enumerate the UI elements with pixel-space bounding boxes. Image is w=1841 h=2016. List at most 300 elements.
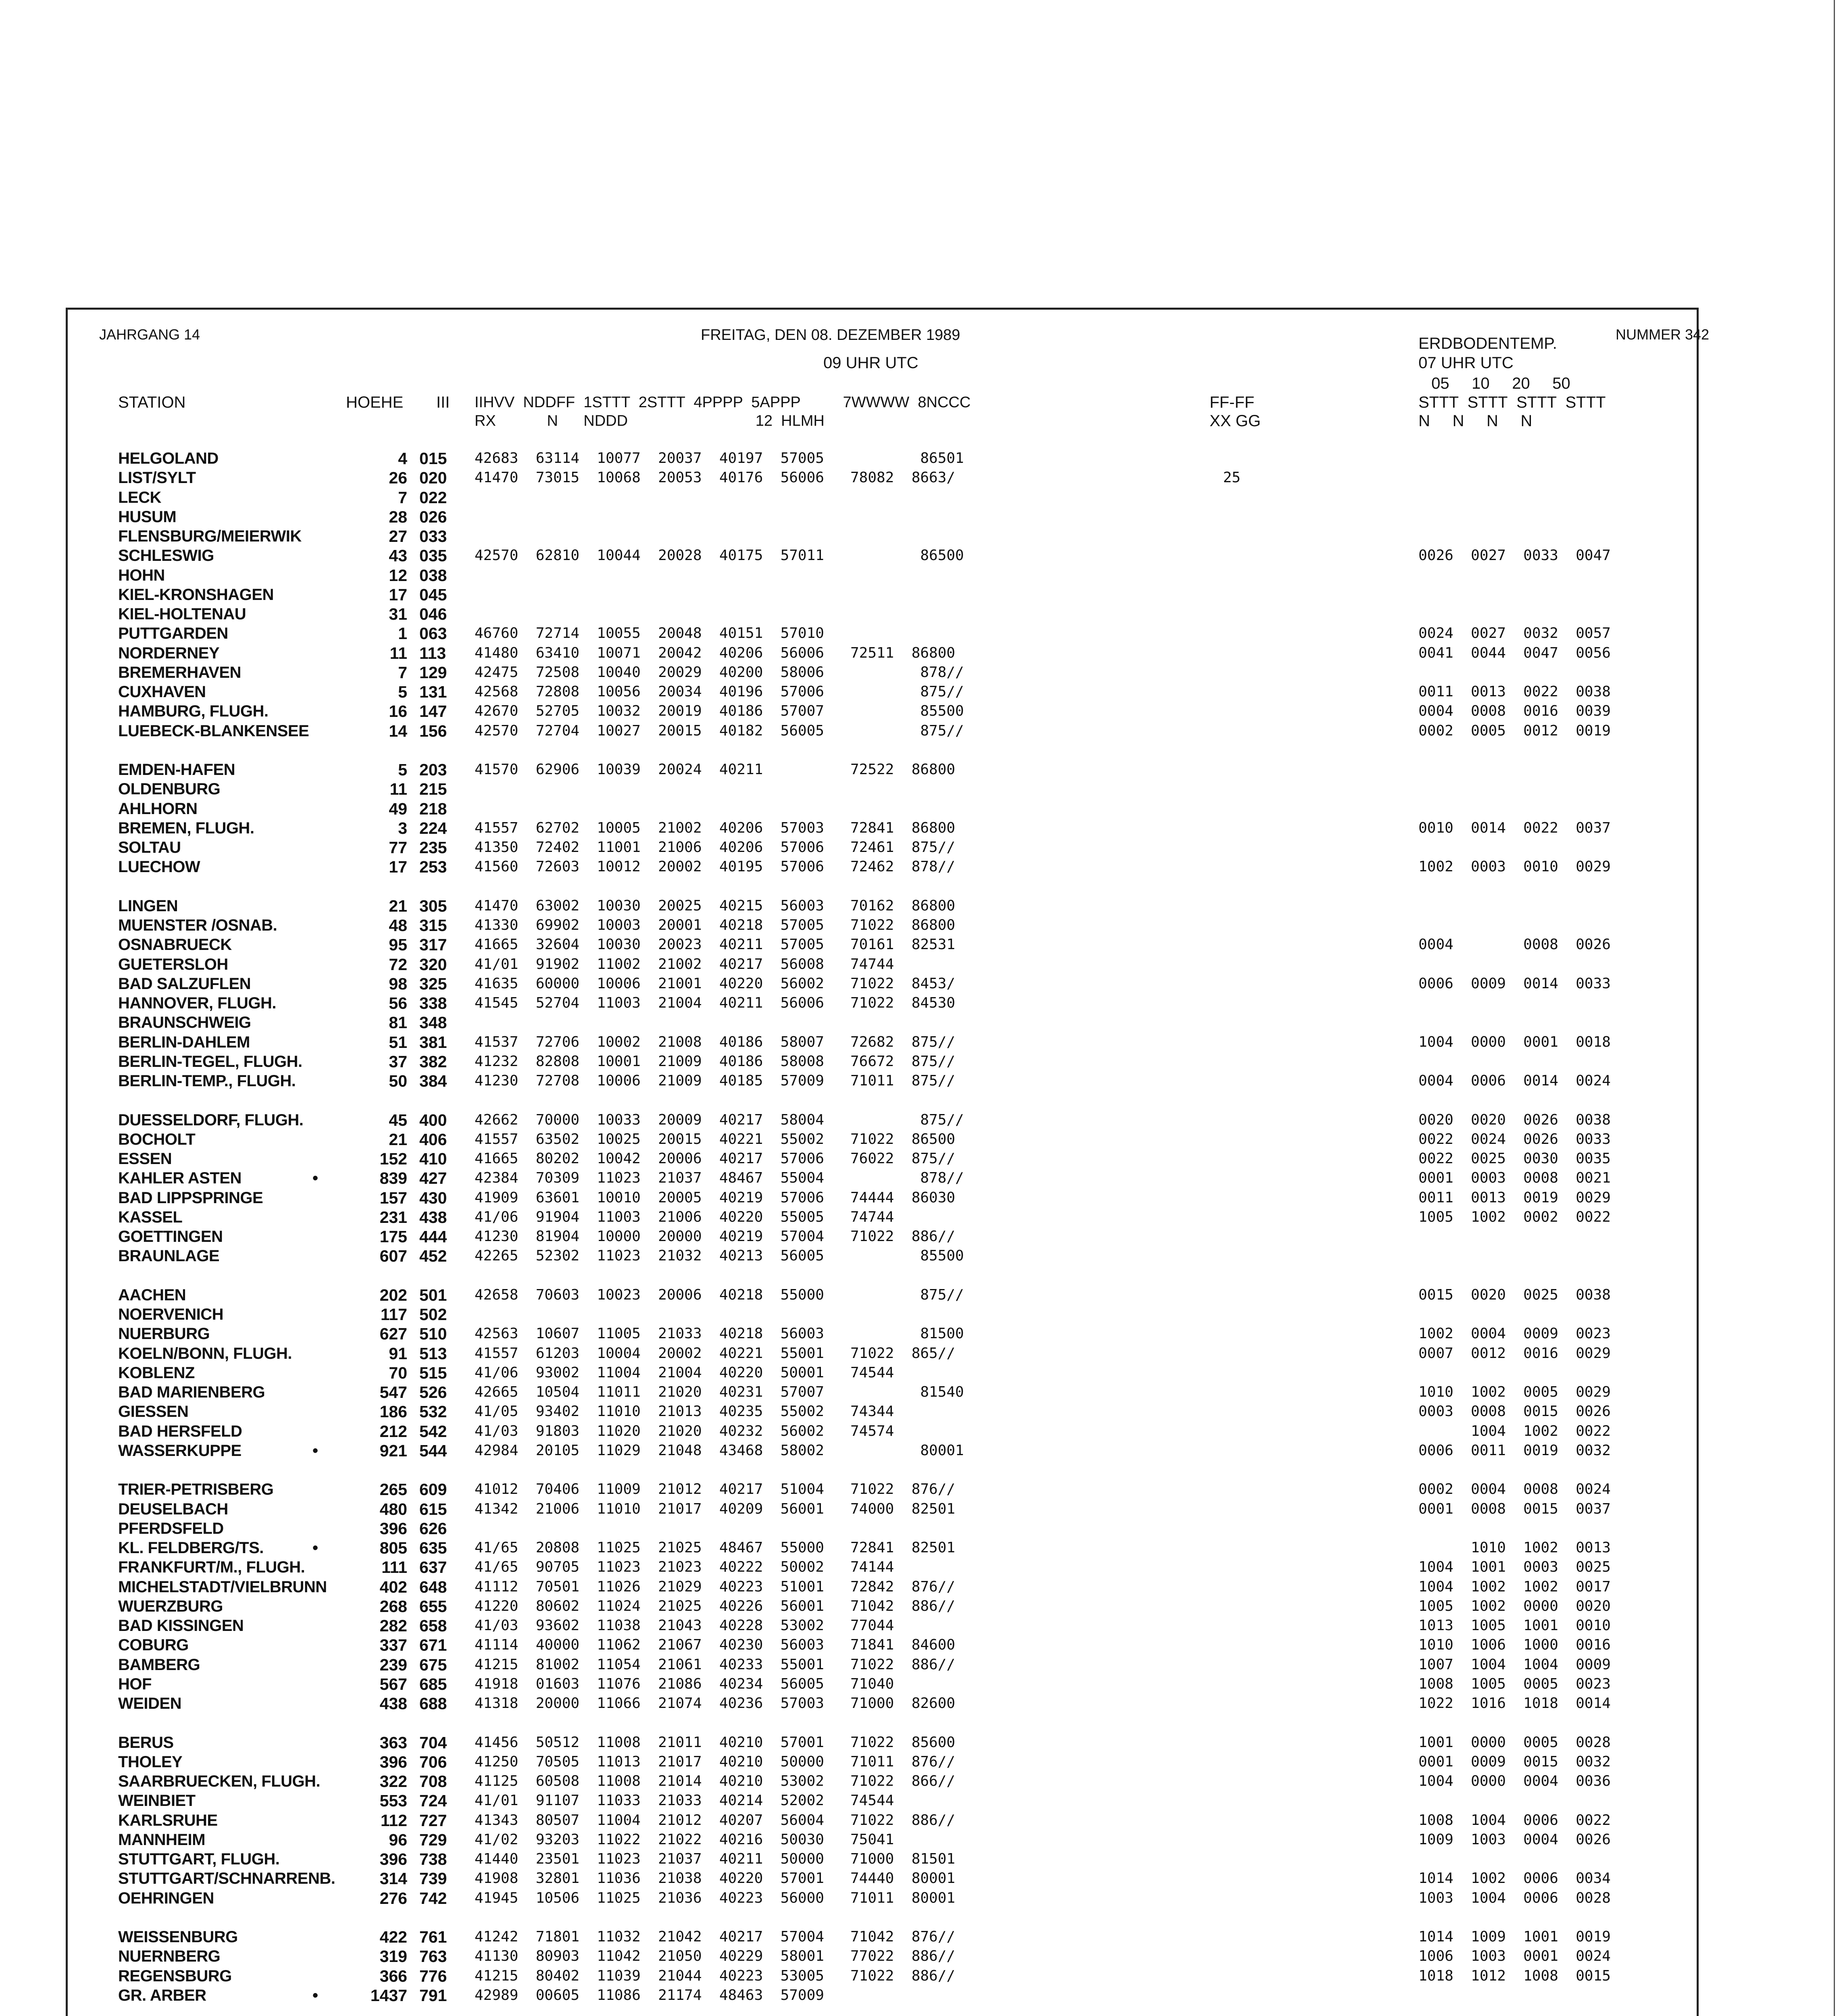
iii-value: 515 bbox=[419, 1363, 447, 1382]
synop-codes bbox=[475, 1713, 964, 1733]
synop-codes: 41440 23501 11023 21037 40211 50000 71000 81501 bbox=[475, 1851, 956, 1867]
soil-temps bbox=[1418, 663, 1611, 682]
synop-codes: 41232 82808 10001 21009 40186 58008 76672 875// bbox=[475, 1053, 956, 1070]
station-name: GR. ARBER bbox=[118, 1986, 206, 2004]
ff-value bbox=[1206, 1519, 1249, 1538]
iii-value: 020 bbox=[419, 469, 447, 487]
iii-value: 776 bbox=[419, 1966, 447, 1985]
station-name: BAD KISSINGEN bbox=[118, 1617, 244, 1635]
mountain-mark: • bbox=[312, 1169, 319, 1187]
iii-value bbox=[419, 741, 447, 760]
mountain-mark bbox=[312, 1597, 318, 1616]
soil-temps: 0003 0008 0015 0026 bbox=[1418, 1403, 1611, 1420]
hoehe-value: 17 bbox=[389, 858, 407, 877]
station-name: LECK bbox=[118, 488, 161, 506]
ff-value bbox=[1206, 1363, 1249, 1383]
synop-codes bbox=[475, 604, 964, 624]
station-name: NORDERNEY bbox=[118, 644, 220, 662]
page-edge-line bbox=[1834, 0, 1835, 2016]
hoehe-value: 70 bbox=[389, 1363, 407, 1382]
station-name: KASSEL bbox=[118, 1208, 183, 1226]
iii-value: 203 bbox=[419, 760, 447, 779]
synop-codes: 41230 81904 10000 20000 40219 57004 71022 886// bbox=[475, 1228, 956, 1245]
synop-codes bbox=[475, 488, 964, 507]
iii-value: 035 bbox=[419, 546, 447, 565]
ff-value bbox=[1206, 1305, 1249, 1324]
mountain-mark bbox=[312, 507, 318, 527]
soil-temps: 0026 0027 0033 0047 bbox=[1418, 547, 1611, 564]
mountain-mark bbox=[312, 1519, 318, 1538]
synop-codes: 41130 80903 11042 21050 40229 58001 77022 886// bbox=[475, 1948, 956, 1965]
hoehe-value: 7 bbox=[398, 488, 407, 507]
mountain-mark bbox=[312, 1383, 318, 1402]
ff-value bbox=[1206, 799, 1249, 818]
soil-temps bbox=[1418, 468, 1611, 487]
iii-value: 763 bbox=[419, 1947, 447, 1966]
ff-value bbox=[1206, 993, 1249, 1013]
synop-codes: 41343 80507 11004 21012 40207 56004 71022 886// bbox=[475, 1812, 956, 1829]
ff-value bbox=[1206, 1246, 1249, 1266]
mountain-mark bbox=[312, 1811, 318, 1830]
ff-value bbox=[1206, 1986, 1249, 2005]
soil-temps bbox=[1418, 1986, 1611, 2005]
ff-value bbox=[1206, 1266, 1249, 1285]
iii-value: 502 bbox=[419, 1305, 447, 1324]
hoehe-value: 77 bbox=[389, 838, 407, 857]
synop-codes: 41470 73015 10068 20053 40176 56006 78082 8663/ bbox=[475, 469, 956, 486]
station-name: LINGEN bbox=[118, 897, 178, 915]
mountain-mark bbox=[312, 896, 318, 916]
station-name: BAD MARIENBERG bbox=[118, 1383, 265, 1401]
ff-value bbox=[1206, 1733, 1249, 1752]
hoehe-value: 1437 bbox=[370, 1986, 407, 2005]
synop-codes: 42568 72808 10056 20034 40196 57006 875// bbox=[475, 683, 964, 700]
mountain-mark bbox=[312, 449, 318, 468]
synop-codes: 41215 80402 11039 21044 40223 53005 71022 886// bbox=[475, 1967, 956, 1984]
ff-value bbox=[1206, 818, 1249, 838]
station-name: BERLIN-TEMP., FLUGH. bbox=[118, 1072, 296, 1090]
station-column-header: STATION bbox=[118, 394, 186, 411]
iii-value: 739 bbox=[419, 1869, 447, 1888]
soil-temps: 0024 0027 0032 0057 bbox=[1418, 625, 1611, 642]
synop-codes: 41570 62906 10039 20024 40211 72522 86800 bbox=[475, 761, 956, 778]
station-name: HANNOVER, FLUGH. bbox=[118, 994, 276, 1012]
soil-temps bbox=[1418, 566, 1611, 585]
ff-value bbox=[1206, 1558, 1249, 1577]
soil-temps bbox=[1418, 2005, 1611, 2016]
synop-codes: 41220 80602 11024 21025 40226 56001 71042 886// bbox=[475, 1597, 956, 1614]
soil-temps bbox=[1418, 916, 1611, 935]
synop-codes bbox=[475, 507, 964, 527]
hoehe-value: 21 bbox=[389, 896, 407, 915]
hoehe-value: 21 bbox=[389, 1130, 407, 1149]
hoehe-value bbox=[335, 1091, 407, 1110]
iii-value: 704 bbox=[419, 1733, 447, 1752]
soil-temps bbox=[1418, 604, 1611, 624]
iii-value: 063 bbox=[419, 624, 447, 643]
hoehe-value: 11 bbox=[389, 780, 407, 799]
hoehe-value: 265 bbox=[379, 1480, 407, 1499]
synop-codes: 41908 32801 11036 21038 40220 57001 74440 80001 bbox=[475, 1870, 956, 1887]
station-name bbox=[118, 1908, 335, 1927]
iii-value: 045 bbox=[419, 585, 447, 604]
iii-value: 406 bbox=[419, 1130, 447, 1149]
iii-value bbox=[419, 1266, 447, 1285]
station-name: HOF bbox=[118, 1675, 152, 1693]
ff-header-line2: XX GG bbox=[1210, 412, 1261, 430]
iii-value bbox=[419, 1460, 447, 1480]
station-name: BAD SALZUFLEN bbox=[118, 975, 251, 993]
ff-value bbox=[1206, 1655, 1249, 1674]
mountain-mark bbox=[312, 1947, 318, 1966]
soil-depths-header: 05 10 20 50 bbox=[1431, 375, 1570, 392]
soil-temps bbox=[1418, 760, 1611, 779]
soil-temps: 1004 1001 0003 0025 bbox=[1418, 1559, 1611, 1576]
hoehe-value: 37 bbox=[389, 1052, 407, 1071]
iii-value: 609 bbox=[419, 1480, 447, 1499]
synop-codes: 41/01 91107 11033 21033 40214 52002 74544 bbox=[475, 1792, 894, 1809]
synop-codes bbox=[475, 585, 964, 604]
soil-temps: 1007 1004 1004 0009 bbox=[1418, 1656, 1611, 1673]
soil-temps: 0015 0020 0025 0038 bbox=[1418, 1286, 1611, 1303]
iii-value: 635 bbox=[419, 1539, 447, 1557]
hoehe-value: 5 bbox=[398, 683, 407, 701]
soil-temps: 1005 1002 0000 0020 bbox=[1418, 1597, 1611, 1614]
soil-temps bbox=[1418, 1460, 1611, 1480]
ff-value bbox=[1206, 721, 1249, 741]
ff-value bbox=[1206, 1889, 1249, 1908]
ff-value bbox=[1206, 1227, 1249, 1246]
iii-column bbox=[419, 449, 447, 2016]
hoehe-value: 111 bbox=[381, 1558, 407, 1577]
iii-value: 742 bbox=[419, 1889, 447, 1908]
ff-value bbox=[1206, 1013, 1249, 1032]
soil-temps bbox=[1418, 1849, 1611, 1869]
hoehe-value: 26 bbox=[389, 469, 407, 487]
synop-codes: 41/05 93402 11010 21013 40235 55002 74344 bbox=[475, 1403, 894, 1420]
mountain-mark bbox=[312, 1130, 318, 1149]
hoehe-value: 276 bbox=[379, 1889, 407, 1908]
hoehe-value: 363 bbox=[379, 1733, 407, 1752]
hoehe-value: 839 bbox=[379, 1169, 407, 1188]
iii-value: 615 bbox=[419, 1500, 447, 1518]
soil-temps: 0022 0024 0026 0033 bbox=[1418, 1131, 1611, 1148]
station-name: BRAUNSCHWEIG bbox=[118, 1014, 251, 1032]
codes-header-line2: RX N NDDD 12 HLMH bbox=[475, 412, 825, 429]
hoehe-value: 438 bbox=[379, 1694, 407, 1713]
soil-temps bbox=[1418, 993, 1611, 1013]
station-name: BREMEN, FLUGH. bbox=[118, 819, 254, 837]
soil-temps: 0004 0008 0016 0039 bbox=[1418, 703, 1611, 720]
ff-value bbox=[1206, 1674, 1249, 1694]
hoehe-value: 72 bbox=[389, 955, 407, 974]
station-name: DUESSELDORF, FLUGH. bbox=[118, 1111, 304, 1129]
iii-value: 400 bbox=[419, 1110, 447, 1129]
synop-codes bbox=[475, 877, 964, 896]
iii-value bbox=[419, 1908, 447, 1927]
date-label: FREITAG, DEN 08. DEZEMBER 1989 bbox=[701, 327, 960, 344]
synop-codes: 42989 00605 11086 21174 48463 57009 bbox=[475, 1987, 824, 2004]
soil-temps bbox=[1418, 1305, 1611, 1324]
mountain-mark bbox=[312, 1460, 318, 1480]
iii-value: 542 bbox=[419, 1422, 447, 1441]
soil-temps: 0010 0014 0022 0037 bbox=[1418, 819, 1611, 836]
ff-value bbox=[1206, 1149, 1249, 1168]
iii-value: 156 bbox=[419, 721, 447, 740]
ff-value bbox=[1206, 1208, 1249, 1227]
station-name: BOCHOLT bbox=[118, 1130, 196, 1148]
station-name: DEUSELBACH bbox=[118, 1500, 228, 1518]
soil-temps: 0041 0044 0047 0056 bbox=[1418, 644, 1611, 661]
iii-value: 325 bbox=[419, 974, 447, 993]
mountain-mark bbox=[312, 1033, 318, 1052]
station-name: OLDENBURG bbox=[118, 780, 221, 798]
soil-temps: 1002 0003 0010 0029 bbox=[1418, 858, 1611, 875]
station-name: HOHN bbox=[118, 566, 165, 584]
station-name: CUXHAVEN bbox=[118, 683, 206, 701]
hoehe-value bbox=[335, 2005, 407, 2016]
ff-value bbox=[1206, 566, 1249, 585]
iii-value bbox=[419, 1713, 447, 1733]
synop-codes: 41/06 93002 11004 21004 40220 50001 74544 bbox=[475, 1364, 894, 1381]
hoehe-value: 31 bbox=[389, 605, 407, 623]
ff-value bbox=[1206, 702, 1249, 721]
ff-value bbox=[1206, 1694, 1249, 1713]
ff-value bbox=[1206, 1772, 1249, 1791]
mountain-station-mark-column bbox=[312, 449, 318, 2016]
station-name bbox=[118, 1713, 335, 1733]
ff-value bbox=[1206, 1811, 1249, 1830]
iii-value: 382 bbox=[419, 1052, 447, 1071]
hoehe-value: 12 bbox=[389, 566, 407, 585]
hoehe-value: 45 bbox=[389, 1110, 407, 1129]
soil-temps: 1009 1003 0004 0026 bbox=[1418, 1831, 1611, 1848]
station-name: WEINBIET bbox=[118, 1792, 196, 1810]
soil-temps bbox=[1418, 955, 1611, 974]
iii-value bbox=[419, 877, 447, 896]
mountain-mark bbox=[312, 818, 318, 838]
station-name: AHLHORN bbox=[118, 800, 198, 818]
station-name: COBURG bbox=[118, 1636, 189, 1654]
mountain-mark bbox=[312, 1869, 318, 1888]
synop-codes bbox=[475, 799, 964, 818]
station-name: HUSUM bbox=[118, 508, 177, 526]
soil-temps: 1008 1004 0006 0022 bbox=[1418, 1812, 1611, 1829]
hoehe-value bbox=[335, 1460, 407, 1480]
synop-codes: 42665 10504 11011 21020 40231 57007 81540 bbox=[475, 1384, 964, 1400]
soil-temps: 1003 1004 0006 0028 bbox=[1418, 1889, 1611, 1906]
iii-value: 315 bbox=[419, 916, 447, 935]
soil-temps: 0001 0003 0008 0021 bbox=[1418, 1170, 1611, 1187]
mountain-mark bbox=[312, 1500, 318, 1519]
synop-codes: 41242 71801 11032 21042 40217 57004 71042 876// bbox=[475, 1929, 956, 1945]
synop-codes: 41215 81002 11054 21061 40233 55001 71022 886// bbox=[475, 1656, 956, 1673]
mountain-mark bbox=[312, 857, 318, 877]
synop-codes: 41918 01603 11076 21086 40234 56005 71040 bbox=[475, 1675, 894, 1692]
station-name: SAARBRUECKEN, FLUGH. bbox=[118, 1772, 321, 1790]
synop-codes bbox=[475, 566, 964, 585]
soil-temps bbox=[1418, 1052, 1611, 1071]
ff-value bbox=[1206, 974, 1249, 993]
iii-value: 427 bbox=[419, 1169, 447, 1188]
synop-codes: 42662 70000 10033 20009 40217 58004 875// bbox=[475, 1111, 964, 1128]
ff-value: 25 bbox=[1206, 469, 1241, 486]
ff-value bbox=[1206, 604, 1249, 624]
mountain-mark bbox=[312, 644, 318, 663]
mountain-mark bbox=[312, 838, 318, 857]
iii-value: 305 bbox=[419, 896, 447, 915]
mountain-mark bbox=[312, 1713, 318, 1733]
synop-codes: 41330 69902 10003 20001 40218 57005 71022 86800 bbox=[475, 917, 956, 933]
mountain-mark bbox=[312, 1344, 318, 1363]
soil-temperature-column bbox=[1418, 449, 1611, 2016]
synop-codes: 41665 80202 10042 20006 40217 57006 76022 875// bbox=[475, 1150, 956, 1167]
iii-value: 046 bbox=[419, 605, 447, 623]
mountain-mark bbox=[312, 1772, 318, 1791]
iii-value: 015 bbox=[419, 449, 447, 468]
iii-value: 510 bbox=[419, 1325, 447, 1343]
hoehe-value: 11 bbox=[389, 644, 407, 662]
ff-header-line1: FF-FF bbox=[1210, 394, 1255, 411]
soil-temps: 0004 0006 0014 0024 bbox=[1418, 1073, 1611, 1089]
mountain-mark: • bbox=[312, 1986, 319, 2004]
mountain-mark: • bbox=[312, 1441, 319, 1460]
mountain-mark bbox=[312, 1227, 318, 1246]
ff-value bbox=[1206, 1849, 1249, 1869]
station-name: LUECHOW bbox=[118, 858, 200, 876]
ff-value bbox=[1206, 488, 1249, 507]
hoehe-value: 43 bbox=[389, 546, 407, 565]
soil-temps: 1018 1012 1008 0015 bbox=[1418, 1967, 1611, 1984]
iii-value: 348 bbox=[419, 1013, 447, 1032]
ff-value bbox=[1206, 1383, 1249, 1402]
hoehe-value: 322 bbox=[379, 1772, 407, 1791]
hoehe-value: 239 bbox=[379, 1655, 407, 1674]
station-name: GOETTINGEN bbox=[118, 1228, 223, 1245]
ff-value bbox=[1206, 955, 1249, 974]
soil-temps bbox=[1418, 1519, 1611, 1538]
iii-value: 544 bbox=[419, 1441, 447, 1460]
mountain-mark bbox=[312, 974, 318, 993]
hoehe-value: 268 bbox=[379, 1597, 407, 1616]
mountain-mark bbox=[312, 1908, 318, 1927]
synop-codes: 41557 62702 10005 21002 40206 57003 72841 86800 bbox=[475, 819, 956, 836]
soil-temps: 1006 1003 0001 0024 bbox=[1418, 1948, 1611, 1965]
ff-value bbox=[1206, 1927, 1249, 1947]
station-name: KAHLER ASTEN bbox=[118, 1169, 242, 1187]
hoehe-value: 319 bbox=[379, 1947, 407, 1966]
synop-code-column bbox=[475, 449, 964, 2016]
station-name: KIEL-HOLTENAU bbox=[118, 605, 246, 623]
mountain-mark bbox=[312, 1889, 318, 1908]
station-name: OEHRINGEN bbox=[118, 1889, 214, 1907]
ff-value bbox=[1206, 1947, 1249, 1966]
hoehe-value: 98 bbox=[389, 974, 407, 993]
synop-codes bbox=[475, 1908, 964, 1927]
soil-temps bbox=[1418, 1013, 1611, 1032]
iii-value: 444 bbox=[419, 1227, 447, 1246]
ff-value bbox=[1206, 896, 1249, 916]
soil-temps: 1010 1002 0005 0029 bbox=[1418, 1384, 1611, 1400]
station-name: LIST/SYLT bbox=[118, 469, 196, 487]
synop-codes: 41665 32604 10030 20023 40211 57005 70161 82531 bbox=[475, 936, 956, 953]
iii-value: 430 bbox=[419, 1188, 447, 1207]
mountain-mark bbox=[312, 1305, 318, 1324]
synop-codes: 41909 63601 10010 20005 40219 57006 74444 86030 bbox=[475, 1189, 956, 1206]
ff-value bbox=[1206, 1110, 1249, 1130]
hoehe-value: 547 bbox=[379, 1383, 407, 1402]
ff-value bbox=[1206, 1869, 1249, 1888]
synop-codes: 42475 72508 10040 20029 40200 58006 878// bbox=[475, 664, 964, 681]
hoehe-value: 17 bbox=[389, 585, 407, 604]
iii-value: 671 bbox=[419, 1636, 447, 1655]
synop-codes: 41945 10506 11025 21036 40223 56000 71011 80001 bbox=[475, 1889, 956, 1906]
soil-temps: 0002 0005 0012 0019 bbox=[1418, 722, 1611, 739]
iii-value: 501 bbox=[419, 1285, 447, 1304]
station-name: NUERNBERG bbox=[118, 1947, 221, 1966]
soil-temps bbox=[1418, 1266, 1611, 1285]
soil-temps: 1004 1002 1002 0017 bbox=[1418, 1578, 1611, 1595]
soil-temps bbox=[1418, 1908, 1611, 1927]
hoehe-value: 282 bbox=[379, 1616, 407, 1635]
soil-temps: 1004 1002 0022 bbox=[1418, 1422, 1611, 1439]
hoehe-value: 117 bbox=[380, 1305, 407, 1324]
iii-value: 532 bbox=[419, 1402, 447, 1421]
mountain-mark bbox=[312, 993, 318, 1013]
ff-value bbox=[1206, 1597, 1249, 1616]
hoehe-value: 95 bbox=[389, 935, 407, 954]
mountain-mark bbox=[312, 1324, 318, 1343]
mountain-mark bbox=[312, 760, 318, 779]
ff-value bbox=[1206, 1635, 1249, 1655]
soil-temps: 1004 0000 0001 0018 bbox=[1418, 1033, 1611, 1050]
synop-codes: 41/06 91904 11003 21006 40220 55005 74744 bbox=[475, 1208, 894, 1225]
synop-codes: 41/01 91902 11002 21002 40217 56008 74744 bbox=[475, 956, 894, 973]
issue-number: NUMMER 342 bbox=[1616, 326, 1710, 343]
station-name-column bbox=[118, 449, 335, 2016]
ff-value bbox=[1206, 1422, 1249, 1441]
mountain-mark bbox=[312, 2005, 318, 2016]
ff-value bbox=[1206, 1966, 1249, 1986]
soil-temps: 1008 1005 0005 0023 bbox=[1418, 1675, 1611, 1692]
synop-codes: 41557 63502 10025 20015 40221 55002 71022 86500 bbox=[475, 1131, 956, 1148]
mountain-mark bbox=[312, 1966, 318, 1986]
iii-column-header: III bbox=[436, 394, 450, 411]
synop-codes: 41/65 90705 11023 21023 40222 50002 74144 bbox=[475, 1559, 894, 1576]
ff-value bbox=[1206, 1071, 1249, 1091]
iii-value: 727 bbox=[419, 1811, 447, 1830]
synop-codes bbox=[475, 2005, 964, 2016]
iii-value: 658 bbox=[419, 1616, 447, 1635]
station-name: MUENSTER /OSNAB. bbox=[118, 916, 277, 934]
soil-temp-title: ERDBODENTEMP. bbox=[1418, 335, 1557, 352]
mountain-mark bbox=[312, 1849, 318, 1869]
hoehe-value bbox=[335, 1713, 407, 1733]
synop-codes bbox=[475, 1305, 964, 1324]
iii-value: 147 bbox=[419, 702, 447, 721]
hoehe-value: 48 bbox=[389, 916, 407, 935]
ff-value bbox=[1206, 1168, 1249, 1188]
station-name: PUTTGARDEN bbox=[118, 625, 228, 643]
mountain-mark bbox=[312, 682, 318, 702]
synop-codes: 41456 50512 11008 21011 40210 57001 71022 85600 bbox=[475, 1734, 956, 1751]
ff-value bbox=[1206, 1830, 1249, 1849]
soil-temps bbox=[1418, 741, 1611, 760]
iii-value: 235 bbox=[419, 838, 447, 857]
hoehe-column-header: HOEHE bbox=[346, 394, 404, 411]
hoehe-value: 314 bbox=[379, 1869, 407, 1888]
station-name: AACHEN bbox=[118, 1286, 186, 1304]
